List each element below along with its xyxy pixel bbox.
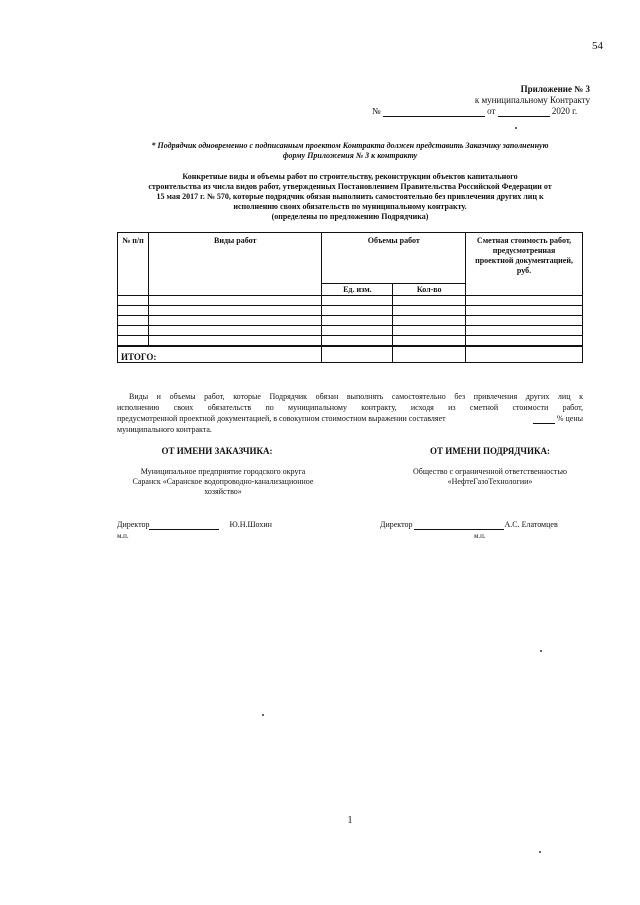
heading-line-3: 15 мая 2017 г. № 570, которые подрядчик обязан выполнить самостоятельно без привлечения других лиц к — [156, 192, 544, 201]
table-row — [118, 326, 583, 336]
table-row — [118, 316, 583, 326]
paragraph-line-3-text: предусмотренной проектной документацией, в совокупном стоимостном выражении составляет — [117, 414, 446, 423]
cell — [466, 326, 583, 336]
contractor-org-line-2: «НефтеГазоТехнологии» — [447, 477, 533, 486]
cell — [322, 296, 393, 306]
cell — [466, 316, 583, 326]
paragraph-line-2: исполнению своих обязательств по муниципальному контракту, исходя из сметной стоимости работ, — [117, 403, 583, 412]
cell — [118, 326, 149, 336]
cell — [148, 326, 322, 336]
col-volumes-header: Объемы работ — [322, 233, 466, 284]
paragraph-line-3 — [117, 414, 583, 424]
cell — [118, 316, 149, 326]
contractor-position: Директор — [380, 520, 413, 529]
col-cost-header: Сметная стоимость работ, предусмотренная проектной документацией, руб. — [466, 233, 583, 296]
contractor-stamp: м.п. — [474, 532, 486, 540]
total-label: ИТОГО: — [118, 346, 322, 363]
note-line-2: форму Приложения № 3 к контракту — [282, 151, 418, 160]
cell — [466, 336, 583, 347]
paragraph-line-4: муниципального контракта. — [117, 425, 212, 434]
contractor-signature-blank — [414, 521, 504, 530]
table-row — [118, 306, 583, 316]
cell — [148, 306, 322, 316]
percent-blank — [533, 415, 555, 424]
customer-org-line-1: Муниципальное предприятие городского округа — [140, 467, 306, 476]
cell — [393, 336, 466, 347]
col-unit-header: Ед. изм. — [322, 284, 393, 296]
col-qty-header: Кол-во — [393, 284, 466, 296]
customer-name: Ю.Н.Шохин — [229, 520, 272, 529]
cell — [466, 296, 583, 306]
cell — [393, 306, 466, 316]
cell — [393, 316, 466, 326]
works-table — [117, 232, 583, 363]
number-label: № — [372, 106, 381, 116]
customer-position: Директор — [117, 520, 150, 529]
paragraph-line-3-percent: % цены — [556, 414, 583, 423]
cell — [118, 296, 149, 306]
heading-line-1: Конкретные виды и объемы работ по строительству, реконструкции объектов капитального — [182, 172, 518, 181]
cell — [466, 306, 583, 316]
cell — [393, 326, 466, 336]
scan-speck — [540, 650, 542, 652]
customer-stamp: м.п. — [117, 532, 129, 540]
number-blank — [383, 107, 485, 117]
appendix-subtitle: к муниципальному Контракту — [474, 95, 590, 105]
cell — [118, 306, 149, 316]
contractor-org-line-1: Общество с ограниченной ответственностью — [413, 467, 567, 476]
appendix-number-line — [372, 106, 594, 117]
customer-org-line-2: Саранск «Саранское водопроводно-канализационное — [132, 477, 314, 486]
paragraph-line-1: Виды и объемы работ, которые Подрядчик обязан выполнять самостоятельно без привлечения других лиц к — [129, 392, 583, 401]
total-qty-cell — [393, 346, 466, 363]
customer-org-line-3: хозяйство» — [204, 487, 242, 496]
table-header-row — [118, 233, 583, 284]
scan-speck — [262, 714, 264, 716]
table-total-row — [118, 346, 583, 363]
page-corner-number: 54 — [592, 40, 603, 52]
cell — [322, 336, 393, 347]
cell — [393, 296, 466, 306]
heading-line-4: исполнению своих обязательств по муниципальному контракту. — [233, 202, 467, 211]
table-row — [118, 296, 583, 306]
heading-line-5: (определены по предложению Подрядчика) — [271, 212, 429, 221]
scan-speck — [539, 851, 541, 853]
from-label: от — [487, 106, 496, 116]
cell — [148, 296, 322, 306]
total-unit-cell — [322, 346, 393, 363]
cell — [148, 336, 322, 347]
cell — [322, 306, 393, 316]
customer-heading: ОТ ИМЕНИ ЗАКАЗЧИКА: — [161, 446, 273, 456]
customer-signature-line — [117, 520, 357, 530]
cell — [118, 336, 149, 347]
contractor-heading: ОТ ИМЕНИ ПОДРЯДЧИКА: — [429, 446, 551, 456]
note-line-1: * Подрядчик одновременно с подписанным проектом Контракта должен представить Заказчику заполненную — [151, 141, 549, 150]
cell — [148, 316, 322, 326]
page-number: 1 — [347, 815, 353, 826]
date-blank — [498, 107, 550, 117]
total-cost-cell — [466, 346, 583, 363]
customer-signature-blank — [149, 521, 219, 530]
appendix-title: Приложение № 3 — [520, 84, 590, 94]
contractor-signature-line — [380, 520, 600, 530]
col-works-header: Виды работ — [148, 233, 322, 296]
year-label: 2020 г. — [551, 106, 578, 116]
heading-line-2: строительства из числа видов работ, утвержденных Постановлением Правительства Российской Федерации от — [148, 182, 552, 191]
scan-speck — [515, 127, 517, 129]
cell — [322, 316, 393, 326]
contractor-name: А.С. Елатомцев — [504, 520, 558, 529]
cell — [322, 326, 393, 336]
table-row — [118, 336, 583, 347]
col-number-header: № п/п — [118, 233, 149, 296]
